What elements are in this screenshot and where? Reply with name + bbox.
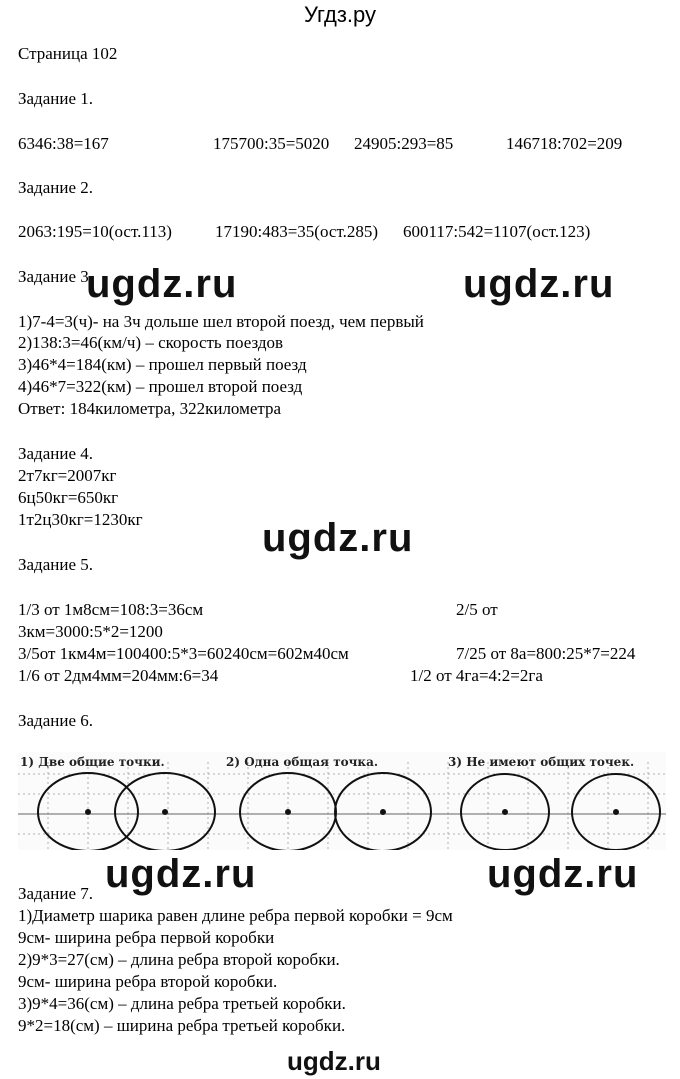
task-5-item: 3/5от 1км4м=100400:5*3=60240см=602м40см: [18, 644, 349, 663]
task-5-item: 3км=3000:5*2=1200: [18, 622, 163, 641]
task-7-title: Задание 7.: [18, 884, 93, 903]
watermark: ugdz.ru: [487, 852, 639, 896]
watermark: ugdz.ru: [262, 516, 414, 560]
task-2-item: 600117:542=1107(ост.123): [403, 222, 591, 241]
task-1-item: 175700:35=5020: [213, 134, 330, 153]
task-1-item: 146718:702=209: [506, 134, 623, 153]
task-5-item: 7/25 от 8а=800:25*7=224: [456, 644, 636, 663]
task-4-line: 2т7кг=2007кг: [18, 466, 117, 485]
page-label: Страница 102: [18, 44, 118, 63]
center-point: [613, 809, 619, 815]
task-5-item: 2/5 от: [456, 600, 498, 619]
circles-figure: [18, 752, 666, 850]
site-title: Угдз.ру: [303, 2, 377, 27]
task-4-title: Задание 4.: [18, 444, 93, 463]
task-6-title: Задание 6.: [18, 711, 93, 730]
task-3-line: 1)7-4=3(ч)- на 3ч дольше шел второй поезд, чем первый: [18, 312, 424, 331]
task-7-line: 1)Диаметр шарика равен длине ребра первой коробки = 9см: [18, 906, 453, 925]
task-7-line: 9см- ширина ребра второй коробки.: [18, 972, 278, 991]
task-5-title: Задание 5.: [18, 555, 93, 574]
task-7-line: 9см- ширина ребра первой коробки: [18, 928, 275, 947]
figure-label-2: 2) Одна общая точка.: [226, 755, 379, 769]
task-7-line: 3)9*4=36(см) – длина ребра третьей коробки.: [18, 994, 346, 1013]
center-point: [285, 809, 291, 815]
watermark-footer: ugdz.ru: [287, 1046, 381, 1076]
task-2-item: 2063:195=10(ост.113): [18, 222, 172, 241]
task-3-title: Задание 3.: [18, 267, 93, 286]
task-1-item: 6346:38=167: [18, 134, 109, 153]
task-7-line: 2)9*3=27(см) – длина ребра второй коробки.: [18, 950, 340, 969]
task-5-item: 1/2 от 4га=4:2=2га: [410, 666, 543, 685]
center-point: [380, 809, 386, 815]
task-4-line: 1т2ц30кг=1230кг: [18, 510, 143, 529]
figure-label-1: 1) Две общие точки.: [20, 755, 165, 769]
watermark: ugdz.ru: [105, 852, 257, 896]
task-3-line: 3)46*4=184(км) – прошел первый поезд: [18, 355, 307, 374]
center-point: [162, 809, 168, 815]
task-3-line: 4)46*7=322(км) – прошел второй поезд: [18, 377, 303, 396]
task-2-title: Задание 2.: [18, 178, 93, 197]
task-5-item: 1/6 от 2дм4мм=204мм:6=34: [18, 666, 219, 685]
task-3-line: 2)138:3=46(км/ч) – скорость поездов: [18, 333, 284, 352]
center-point: [502, 809, 508, 815]
task-3-answer: Ответ: 184километра, 322километра: [18, 399, 282, 418]
watermark: ugdz.ru: [463, 262, 615, 306]
task-2-item: 17190:483=35(ост.285): [215, 222, 379, 241]
task-1-title: Задание 1.: [18, 89, 93, 108]
task-7-line: 9*2=18(см) – ширина ребра третьей коробки.: [18, 1016, 346, 1035]
task-5-item: 1/3 от 1м8см=108:3=36см: [18, 600, 204, 619]
center-point: [85, 809, 91, 815]
figure-label-3: 3) Не имеют общих точек.: [448, 755, 635, 769]
watermark: ugdz.ru: [86, 262, 238, 306]
task-1-item: 24905:293=85: [354, 134, 454, 153]
task-4-line: 6ц50кг=650кг: [18, 488, 119, 507]
